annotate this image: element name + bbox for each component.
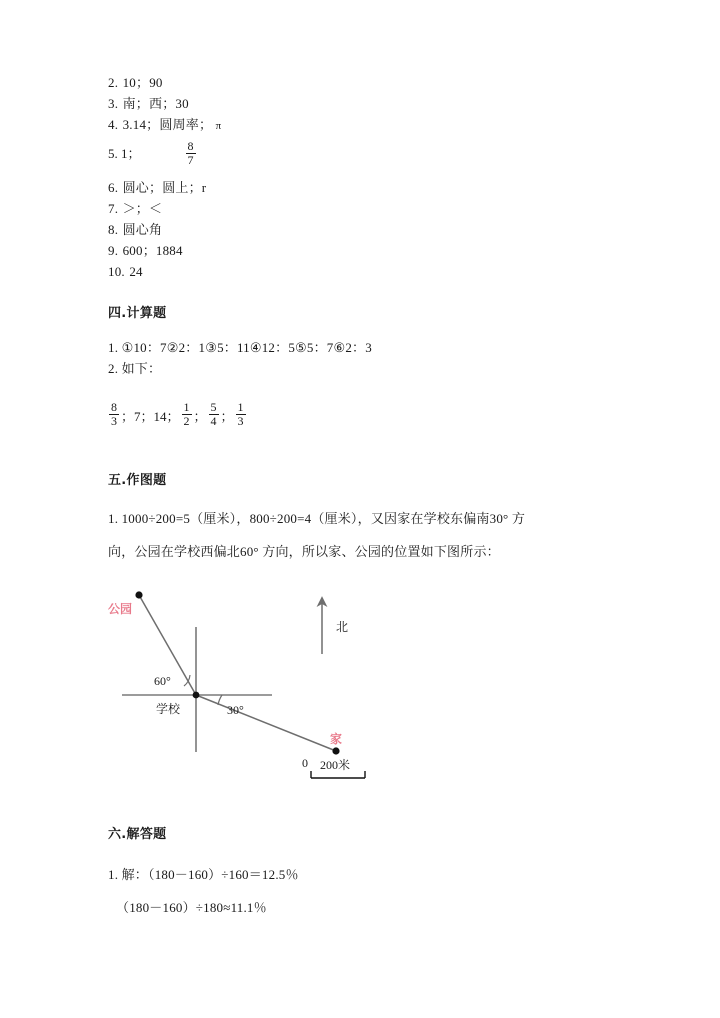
answer-item	[108, 240, 628, 261]
answer-item-number: 10.	[108, 264, 125, 279]
scale-zero-label: 0	[302, 756, 308, 770]
fraction-denominator: 7	[187, 152, 194, 167]
home-label: 家	[330, 732, 343, 746]
fraction-one-third	[236, 401, 246, 427]
answer-item-text: 600；1884	[122, 243, 183, 258]
fraction-five-quarters	[209, 401, 219, 427]
answer-item	[108, 198, 628, 219]
fraction-eight-thirds	[109, 401, 119, 427]
answer-item-five-lead: 5. 1；	[108, 146, 141, 161]
ray-to-home	[196, 695, 336, 751]
section-six-line-2: （180－160）÷180≈11.1％	[116, 900, 267, 915]
answer-item-text: ＞；＜	[122, 201, 163, 216]
answer-item-text: 南；西；30	[122, 96, 189, 111]
fraction-eight-sevenths	[186, 140, 196, 166]
answer-list-section-three	[108, 72, 628, 282]
answer-item	[108, 114, 628, 137]
fraction-numerator: 8	[187, 138, 194, 153]
fraction-numerator: 1	[183, 399, 190, 414]
park-point	[135, 591, 142, 598]
fraction-denominator: 2	[183, 413, 190, 428]
answer-item	[108, 177, 628, 198]
fraction-separator: ；	[220, 408, 234, 424]
answer-item	[108, 219, 628, 240]
fraction-numerator: 1	[237, 399, 244, 414]
answer-item-number: 2.	[108, 75, 119, 90]
fraction-one-half	[182, 401, 192, 427]
section-six-heading: 六.解答题	[108, 827, 167, 842]
direction-diagram-svg	[108, 582, 628, 797]
answer-item-five	[108, 137, 628, 171]
answer-item-text: 圆心角	[122, 222, 163, 237]
section-five-paragraph-line-1: 1. 1000÷200=5（厘米），800÷200=4（厘米），又因家在学校东偏南30° 方	[108, 511, 526, 526]
fraction-denominator: 3	[111, 413, 117, 428]
page-content	[108, 72, 628, 924]
school-point	[193, 692, 200, 699]
fraction-numerator: 5	[210, 399, 217, 414]
angle-label-west: 60°	[154, 674, 171, 688]
park-label: 公园	[108, 602, 133, 616]
fraction-denominator: 4	[210, 413, 217, 428]
answer-item-text: 10；90	[122, 75, 163, 90]
answer-item-number: 9.	[108, 243, 119, 258]
answer-item-number: 6.	[108, 180, 119, 195]
section-four-line-2: 2. 如下：	[108, 361, 162, 376]
home-point	[332, 747, 339, 754]
answer-item-text: 3.14；圆周率；	[122, 117, 213, 132]
fraction-expression-middle: ；7；14；	[121, 408, 180, 424]
angle-arc-east	[218, 695, 222, 705]
answer-item-number: 8.	[108, 222, 119, 237]
angle-label-east: 30°	[227, 703, 244, 717]
answer-item-number: 4.	[108, 117, 119, 132]
pi-symbol: π	[215, 120, 222, 132]
fraction-numerator: 8	[111, 399, 117, 414]
answer-item	[108, 93, 628, 114]
answer-item	[108, 72, 628, 93]
north-label: 北	[336, 620, 349, 634]
section-six-line-1: 1. 解：（180－160）÷160＝12.5％	[108, 867, 299, 882]
scale-value-label: 200米	[320, 758, 351, 772]
fraction-expression-row	[108, 395, 628, 435]
school-label: 学校	[156, 702, 181, 716]
fraction-separator: ；	[193, 408, 207, 424]
section-five-paragraph-line-2: 向，公园在学校西偏北60° 方向，所以家、公园的位置如下图所示：	[108, 544, 500, 559]
section-four-heading: 四.计算题	[108, 306, 167, 321]
answer-item	[108, 261, 628, 282]
answer-item-number: 3.	[108, 96, 119, 111]
section-four-line-1: 1. ①10：7②2：1③5：11④12：5⑤5：7⑥2：3	[108, 340, 372, 355]
answer-item-text: 圆心；圆上；r	[122, 180, 207, 195]
section-five-heading: 五.作图题	[108, 473, 167, 488]
answer-item-number: 7.	[108, 201, 119, 216]
fraction-denominator: 3	[237, 413, 244, 428]
answer-item-text: 24	[129, 264, 143, 279]
direction-diagram	[108, 582, 628, 797]
